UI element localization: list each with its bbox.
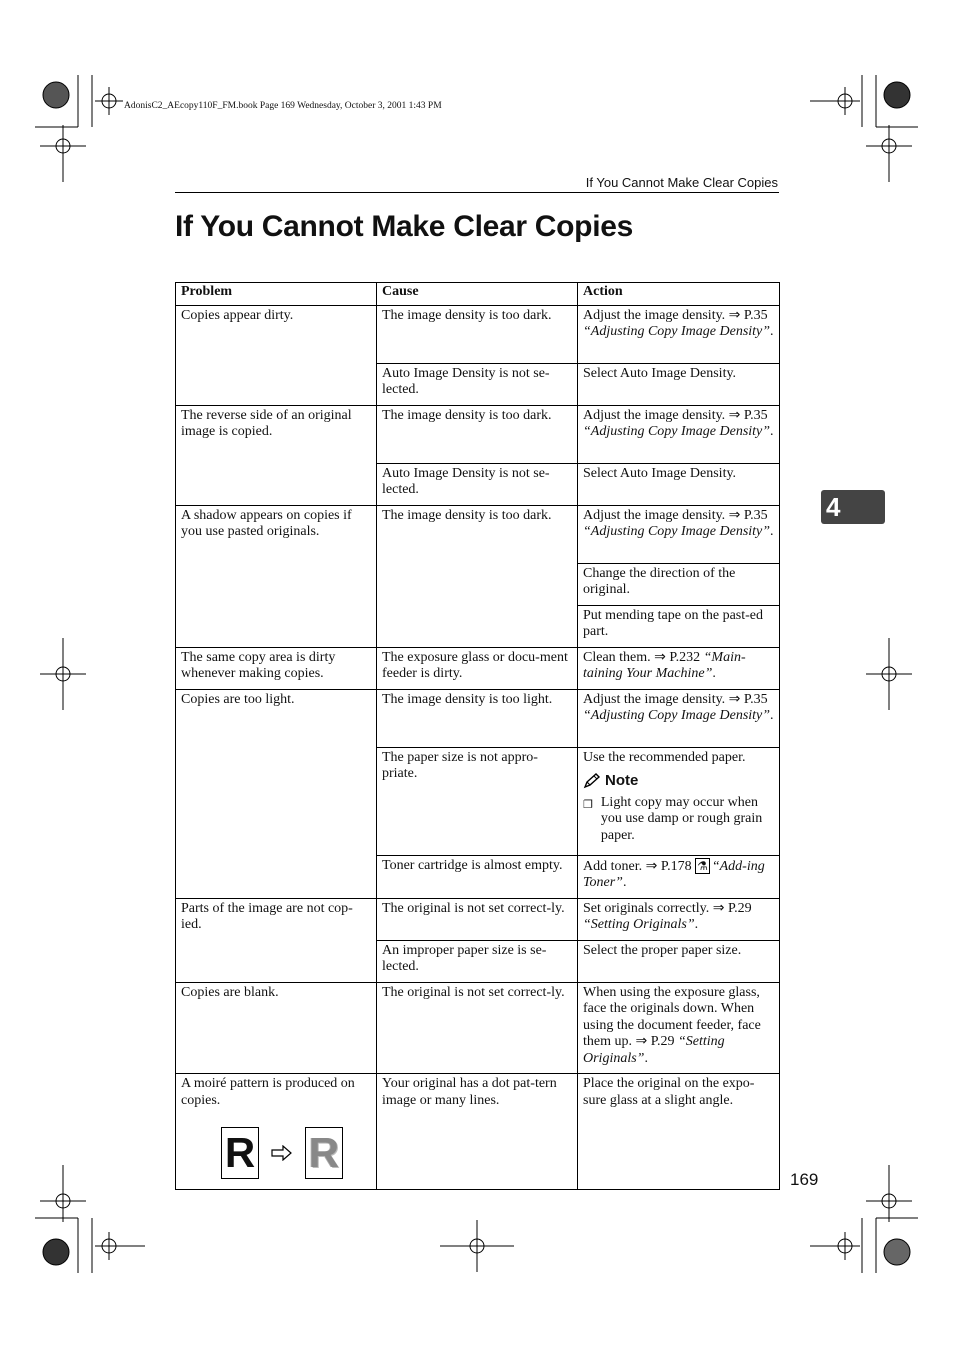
cause-cell: The image density is too dark. xyxy=(377,405,578,463)
action-text-end: . xyxy=(712,666,716,681)
header-divider xyxy=(175,192,779,193)
arrow-right-icon xyxy=(271,1145,293,1161)
cross-reference: “Setting Originals” xyxy=(583,917,695,932)
table-row xyxy=(176,505,780,563)
header-action: Action xyxy=(578,283,780,306)
problem-cell: The same copy area is dirty whenever making copies. xyxy=(176,647,377,689)
action-cell xyxy=(578,898,780,940)
cause-cell: The paper size is not appro-priate. xyxy=(377,747,578,855)
clean-r-sample: R xyxy=(221,1127,259,1179)
problem-cell: Copies appear dirty. xyxy=(176,305,377,405)
cross-reference: “Adjusting Copy Image Density” xyxy=(583,324,771,339)
cause-cell: Auto Image Density is not se-lected. xyxy=(377,363,578,405)
table-row xyxy=(176,1074,780,1190)
toner-icon: ⚗ xyxy=(697,858,708,873)
action-text: Set originals correctly. ⇒ P.29 xyxy=(583,900,752,916)
action-cell: Put mending tape on the past-ed part. xyxy=(578,605,780,647)
action-text-end: . xyxy=(770,324,774,339)
action-cell: Change the direction of the original. xyxy=(578,563,780,605)
checkbox-bullet-icon: ❐ xyxy=(583,798,593,811)
table-header-row xyxy=(176,283,780,306)
cause-cell: The original is not set correct-ly. xyxy=(377,898,578,940)
action-cell: Select Auto Image Density. xyxy=(578,463,780,505)
action-cell: Select the proper paper size. xyxy=(578,940,780,982)
moire-r-sample: R xyxy=(305,1127,343,1179)
cross-reference-text: “Add-ing Toner” xyxy=(583,858,765,890)
problem-text: A moiré pattern is produced on copies. xyxy=(181,1076,355,1108)
page-title: If You Cannot Make Clear Copies xyxy=(175,210,634,243)
action-cell xyxy=(578,855,780,898)
problem-cell xyxy=(176,1074,377,1190)
action-text-end: . xyxy=(694,917,699,932)
cross-reference: “Adjusting Copy Image Density” xyxy=(583,524,771,539)
table-row xyxy=(176,898,780,940)
action-text-end: . xyxy=(770,424,774,439)
action-cell xyxy=(578,305,780,363)
print-info: AdonisC2_AEcopy110F_FM.book Page 169 Wednesday, October 3, 2001 1:43 PM xyxy=(124,101,442,111)
action-text: Adjust the image density. ⇒ P.35 xyxy=(583,407,768,423)
cross-reference: “Adjusting Copy Image Density” xyxy=(583,424,771,439)
table-row xyxy=(176,689,780,747)
action-text-end: . xyxy=(644,1050,648,1066)
problem-cell: Parts of the image are not cop-ied. xyxy=(176,898,377,982)
cause-cell: The image density is too dark. xyxy=(377,305,578,363)
action-cell: Place the original on the expo-sure glass at a slight angle. xyxy=(578,1074,780,1190)
running-head: If You Cannot Make Clear Copies xyxy=(585,175,778,190)
table-row xyxy=(176,982,780,1074)
troubleshooting-table xyxy=(175,282,780,1190)
moire-illustration xyxy=(221,1127,371,1179)
cause-cell: The image density is too light. xyxy=(377,689,578,747)
chapter-tab: 4 xyxy=(821,490,885,524)
cross-reference: “Adjusting Copy Image Density” xyxy=(583,708,771,723)
action-cell xyxy=(578,982,780,1074)
action-text-end: . xyxy=(770,524,774,539)
action-text-end: . xyxy=(622,875,627,890)
action-cell xyxy=(578,747,780,855)
note-heading xyxy=(583,773,774,790)
header-problem: Problem xyxy=(176,283,377,306)
action-cell xyxy=(578,405,780,463)
problem-cell: A shadow appears on copies if you use pasted originals. xyxy=(176,505,377,647)
cross-reference: “Setting Originals” xyxy=(583,1034,725,1066)
pencil-note-icon xyxy=(583,773,601,789)
note-item-text: Light copy may occur when you use damp or rough grain paper. xyxy=(600,794,763,843)
action-text: Adjust the image density. ⇒ P.35 xyxy=(583,507,768,523)
action-text: Add toner. ⇒ P.178 xyxy=(583,858,696,874)
cause-cell: Auto Image Density is not se-lected. xyxy=(377,463,578,505)
table-row xyxy=(176,647,780,689)
cross-reference: “Main-taining Your Machine” xyxy=(583,649,746,681)
problem-cell: Copies are too light. xyxy=(176,689,377,898)
action-cell: Select Auto Image Density. xyxy=(578,363,780,405)
cause-cell: Your original has a dot pat-tern image or many lines. xyxy=(377,1074,578,1190)
table-row xyxy=(176,305,780,363)
note-title: Note xyxy=(605,772,639,789)
table-row xyxy=(176,405,780,463)
note-item xyxy=(583,795,774,845)
action-text-end: . xyxy=(770,708,774,723)
action-cell xyxy=(578,505,780,563)
problem-cell: Copies are blank. xyxy=(176,982,377,1074)
action-cell xyxy=(578,689,780,747)
problem-cell: The reverse side of an original image is copied. xyxy=(176,405,377,505)
action-text: Clean them. ⇒ P.232 xyxy=(583,649,704,665)
cause-cell: Toner cartridge is almost empty. xyxy=(377,855,578,898)
action-text: Use the recommended paper. xyxy=(583,749,746,765)
cause-cell: The image density is too dark. xyxy=(377,505,578,647)
cause-cell: The original is not set correct-ly. xyxy=(377,982,578,1074)
cause-cell: The exposure glass or docu-ment feeder is dirty. xyxy=(377,647,578,689)
action-text: Adjust the image density. ⇒ P.35 xyxy=(583,307,768,323)
action-cell xyxy=(578,647,780,689)
cause-cell: An improper paper size is se-lected. xyxy=(377,940,578,982)
header-cause: Cause xyxy=(377,283,578,306)
action-text: When using the exposure glass, face the originals down. When using the document feeder, face them up. ⇒ P.29 xyxy=(583,984,761,1049)
page-number: 169 xyxy=(790,1170,819,1189)
action-text: Adjust the image density. ⇒ P.35 xyxy=(583,691,768,707)
